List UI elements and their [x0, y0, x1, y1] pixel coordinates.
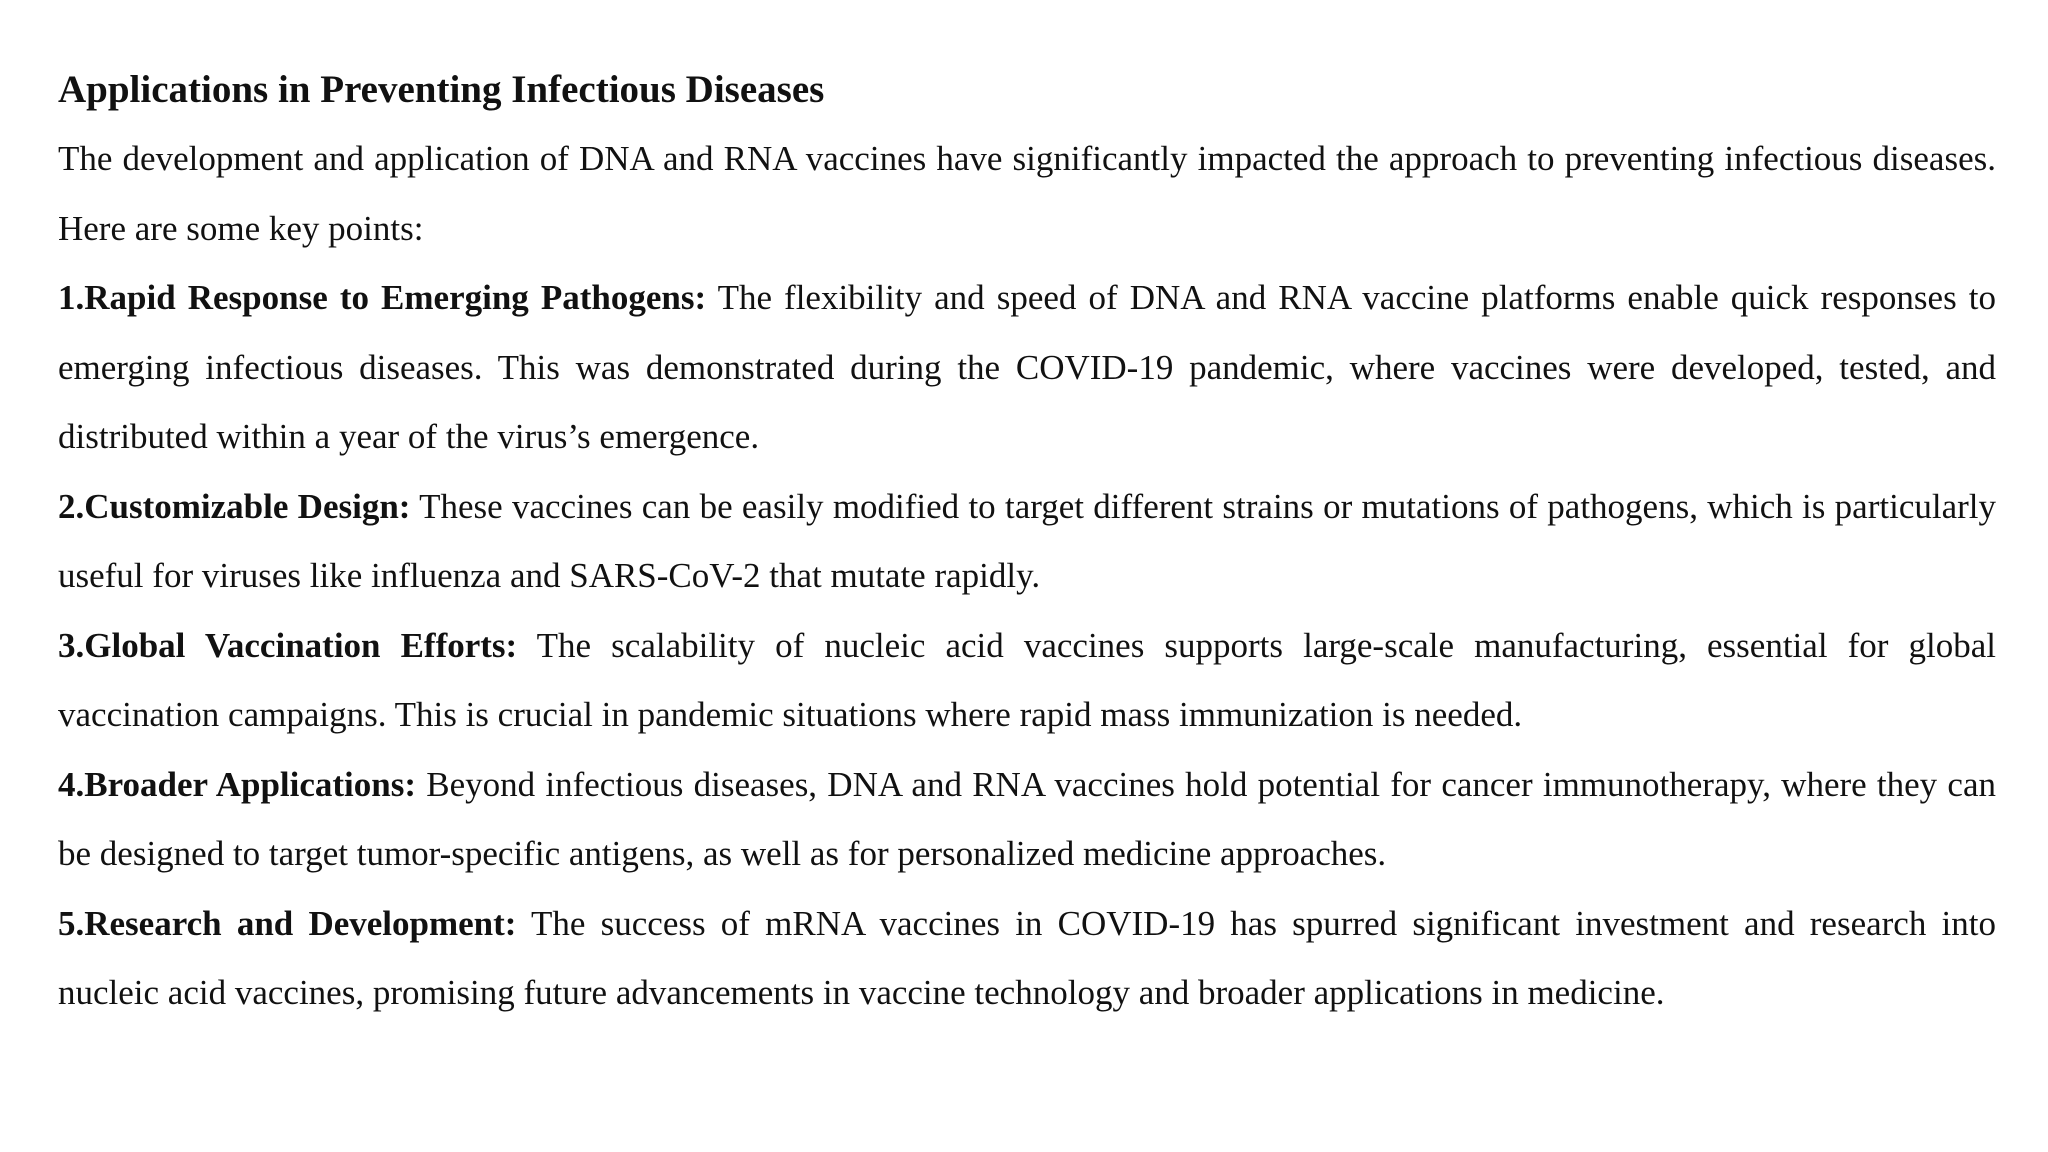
list-item [58, 472, 1996, 611]
list-item [58, 750, 1996, 889]
list-item-text: Beyond infectious diseases, DNA and RNA vaccines hold potential for cancer immunotherapy, where they can be designed to target tumor-specific antigens, as well as for personalized medicine approaches. [58, 764, 1996, 873]
list-item-title: 2.Customizable Design: [58, 486, 411, 526]
list-item [58, 263, 1996, 472]
document-body [58, 62, 1996, 1028]
section-heading: Applications in Preventing Infectious Diseases [58, 68, 825, 111]
list-item-text: The success of mRNA vaccines in COVID-19 has spurred significant investment and research into nucleic acid vaccines, promising future advancements in vaccine technology and broader applications in medicine. [58, 903, 1996, 1012]
list-item-text: These vaccines can be easily modified to target different strains or mutations of pathogens, which is particularly useful for viruses like influenza and SARS-CoV-2 that mutate rapidly. [58, 486, 1996, 595]
list-item [58, 889, 1996, 1028]
intro-paragraph: The development and application of DNA and RNA vaccines have significantly impacted the approach to preventing infectious diseases. Here are some key points: [58, 139, 1996, 248]
list-item-title: 5.Research and Development: [58, 903, 517, 943]
list-item [58, 611, 1996, 750]
list-item-title: 1.Rapid Response to Emerging Pathogens: [58, 278, 707, 317]
list-item-text: The flexibility and speed of DNA and RNA vaccine platforms enable quick responses to emerging infectious diseases. This was demonstrated during the COVID-19 pandemic, where vaccines were developed, tested, and distributed within a year of the virus’s emergence. [58, 278, 1996, 456]
list-item-title: 3.Global Vaccination Efforts: [58, 625, 518, 665]
list-item-title: 4.Broader Applications: [58, 764, 417, 804]
list-item-text: The scalability of nucleic acid vaccines supports large-scale manufacturing, essential for global vaccination campaigns. This is crucial in pandemic situations where rapid mass immunization is needed. [58, 625, 1996, 734]
